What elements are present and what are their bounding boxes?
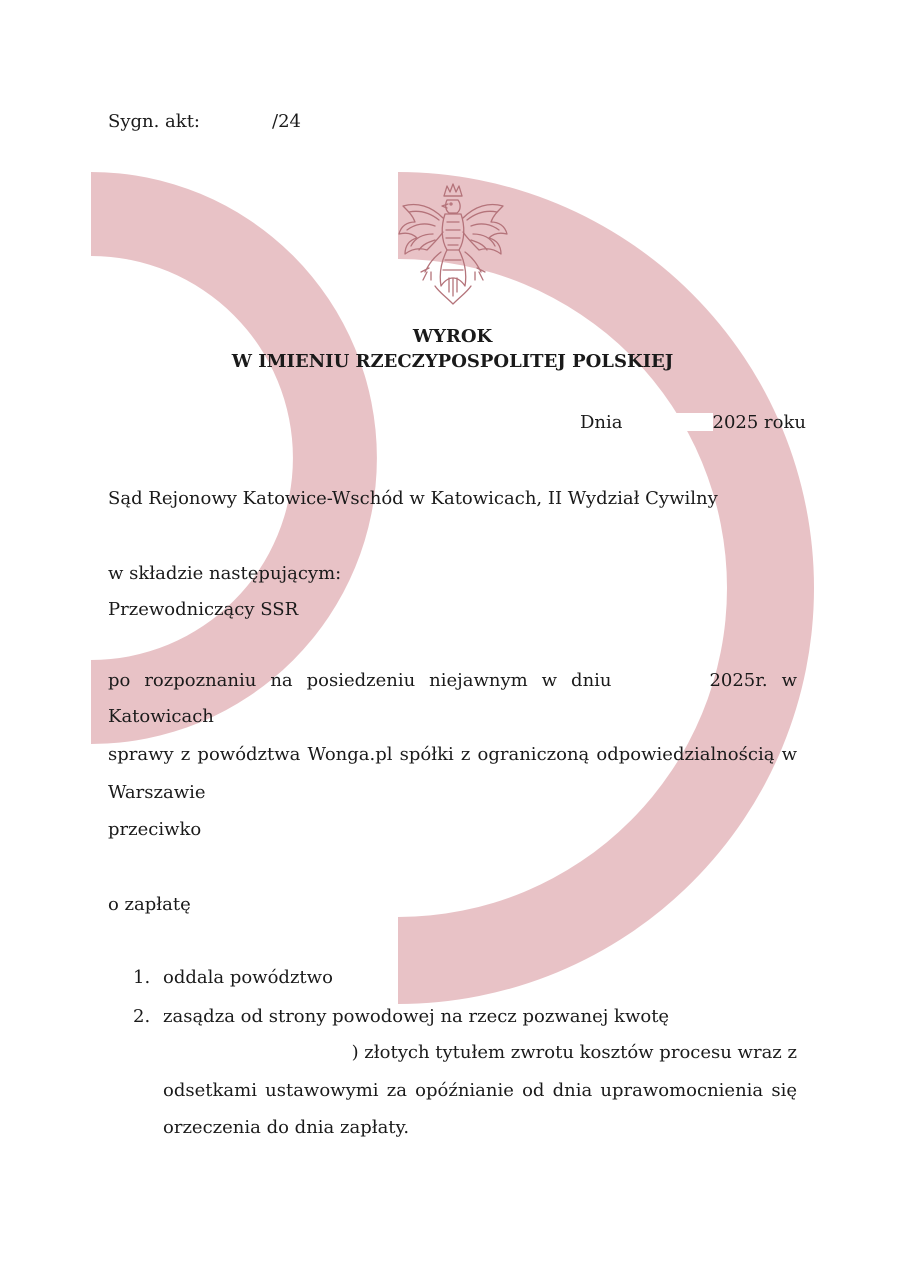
presiding-judge — [108, 599, 298, 621]
proceedings-line-5: przeciwko — [108, 819, 202, 840]
redacted-case-number — [200, 112, 272, 130]
subject: o zapłatę — [108, 894, 191, 915]
ruling-2-line-4: orzeczenia do dnia zapłaty. — [163, 1117, 410, 1138]
ruling-1-text: oddala powództwo — [163, 967, 333, 988]
heading-subtitle: W IMIENIU RZECZYPOSPOLITEJ POLSKIEJ — [231, 351, 674, 372]
court-name: Sąd Rejonowy Katowice-Wschód w Katowicach, II Wydział Cywilny — [108, 488, 718, 509]
polish-eagle-icon — [395, 182, 511, 310]
proceedings-line-2: Katowicach — [108, 706, 214, 727]
ruling-2-line-1: zasądza od strony powodowej na rzecz pozwanej kwotę — [163, 1006, 670, 1027]
heading-title: WYROK — [412, 326, 493, 347]
ruling-2-line-3: odsetkami ustawowymi za opóźnianie od dnia uprawomocnienia się — [163, 1080, 797, 1101]
presiding-judge-label: Przewodniczący SSR — [108, 599, 299, 620]
date-line — [580, 412, 806, 434]
ruling-1-number: 1. — [133, 967, 151, 988]
case-reference-label: Sygn. akt: — [108, 111, 200, 132]
watermark-arc-left — [91, 172, 377, 744]
proceedings-line-3: sprawy z powództwa Wonga.pl spółki z ograniczoną odpowiedzialnością w — [108, 744, 797, 765]
composition-label: w składzie następującym: — [108, 563, 342, 584]
redacted-hearing-date — [625, 671, 695, 689]
date-suffix: 2025 roku — [712, 412, 806, 433]
proceedings-line-1-end: 2025r. w — [709, 670, 797, 691]
ruling-2-line-2: ) złotych tytułem zwrotu kosztów procesu wraz z — [351, 1042, 797, 1063]
ruling-2-number: 2. — [133, 1006, 151, 1027]
case-reference-suffix: /24 — [272, 111, 301, 132]
redacted-date — [623, 413, 713, 431]
date-prefix: Dnia — [580, 412, 623, 433]
case-reference — [108, 111, 301, 133]
proceedings-line-1-start: po rozpoznaniu na posiedzeniu niejawnym w dniu — [108, 670, 612, 691]
proceedings-line-1 — [108, 670, 797, 692]
proceedings-line-4: Warszawie — [108, 782, 206, 803]
